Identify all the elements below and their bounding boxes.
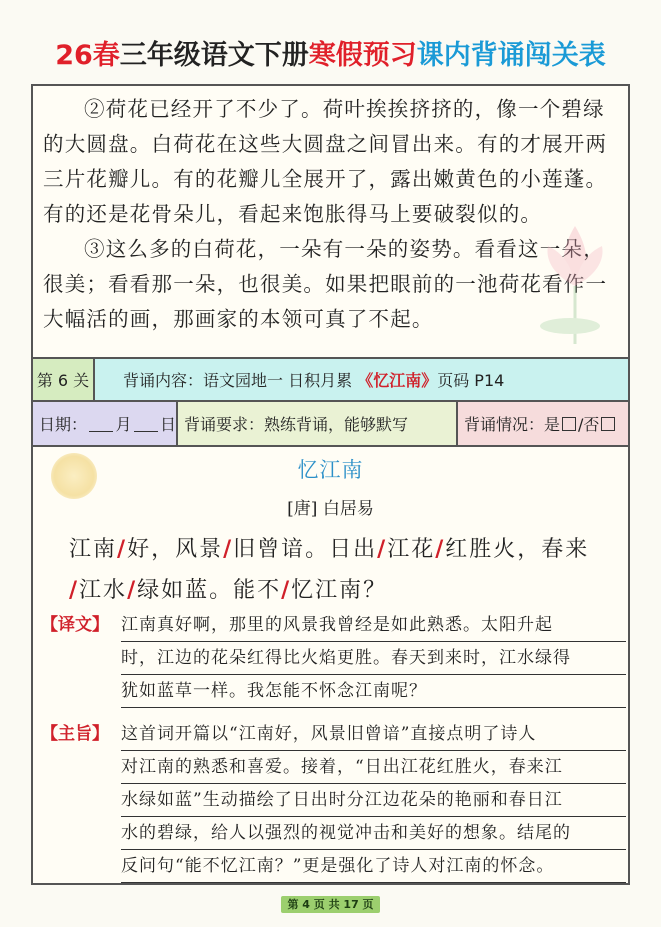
- poem-segment: 江水: [79, 578, 128, 603]
- day-blank[interactable]: [134, 415, 158, 432]
- poem-segment: 红胜火，春来: [445, 537, 590, 562]
- theme-text: [121, 718, 626, 883]
- page-number: 第 4 页 共 17 页: [281, 896, 379, 913]
- title-part-table: 课内背诵闯关表: [416, 40, 606, 71]
- pause-slash: /: [223, 536, 234, 562]
- recite-requirement: 背诵要求：熟练背诵，能够默写: [178, 402, 458, 445]
- date-field: [33, 402, 178, 445]
- theme-line: 对江南的熟悉和喜爱。接着，“日出江花红胜火，春来江: [121, 751, 626, 784]
- passage-paragraph: ③这么多的白荷花，一朵有一朵的姿势。看看这一朵，很美；看看那一朵，也很美。如果把眼前的一池荷花看作一大幅活的画，那画家的本领可真了不起。: [43, 237, 608, 331]
- lotus-decoration-icon: [530, 216, 620, 346]
- no-checkbox[interactable]: [601, 417, 615, 431]
- title-part-year: 26春: [55, 40, 120, 71]
- poem-title: 忆江南: [297, 458, 364, 482]
- pause-slash: /: [69, 577, 80, 603]
- passage-paragraph: ②荷花已经开了不少了。荷叶挨挨挤挤的，像一个碧绿的大圆盘。白荷花在这些大圆盘之间冒出来。有的才展开两三片花瓣儿。有的花瓣儿全展开了，露出嫩黄色的小莲蓬。有的还是花骨朵儿，看起来饱胀得马上要破裂似的。: [43, 97, 608, 226]
- translation-line: 时，江边的花朵红得比火焰更胜。春天到来时，江水绿得: [121, 642, 626, 675]
- poem-segment: 江花: [387, 537, 436, 562]
- poem-segment: 江南: [69, 537, 118, 562]
- theme-block: [41, 718, 626, 883]
- status-yes-label: 背诵情况：是: [464, 415, 561, 434]
- translation-line: 犹如蓝草一样。我怎能不怀念江南呢？: [121, 675, 626, 708]
- poem-text: [69, 529, 624, 611]
- translation-block: [41, 609, 626, 708]
- pause-slash: /: [127, 577, 138, 603]
- recite-page-number: 页码 P14: [437, 371, 505, 390]
- theme-line: 水绿如蓝”生动描绘了日出时分江边花朵的艳丽和春日江: [121, 784, 626, 817]
- page-footer: [0, 893, 661, 912]
- theme-label: 【主旨】: [41, 724, 109, 744]
- month-label: 月: [115, 415, 132, 434]
- translation-text: [121, 609, 626, 708]
- title-part-preview: 寒假预习: [308, 40, 417, 71]
- level-info-row: [33, 357, 628, 400]
- poem-author: [唐] 白居易: [287, 499, 374, 519]
- translation-line: 江南真好啊，那里的风景我曾经是如此熟悉。太阳升起: [121, 609, 626, 642]
- recite-status: [458, 402, 628, 445]
- level-number: 第 6 关: [33, 359, 95, 400]
- record-row: [33, 400, 628, 445]
- day-label: 日: [159, 415, 176, 434]
- poem-section: [33, 445, 628, 883]
- theme-line: 这首词开篇以“江南好，风景旧曾谙”直接点明了诗人: [121, 718, 626, 751]
- poem-segment: 旧曾谙。日出: [233, 537, 378, 562]
- pause-slash: /: [281, 577, 292, 603]
- status-no-label: /否: [578, 415, 600, 434]
- poem-line: [69, 570, 624, 611]
- theme-line: 水的碧绿，给人以强烈的视觉冲击和美好的想象。结尾的: [121, 817, 626, 850]
- pause-slash: /: [117, 536, 128, 562]
- recite-content-prefix: 背诵内容：语文园地一 日积月累: [123, 371, 358, 390]
- poem-segment: 好，风景: [127, 537, 224, 562]
- pause-slash: /: [435, 536, 446, 562]
- date-label: 日期：: [39, 415, 88, 434]
- translation-label: 【译文】: [41, 615, 109, 635]
- pause-slash: /: [377, 536, 388, 562]
- worksheet-frame: [31, 84, 630, 885]
- page-title: [0, 38, 661, 74]
- recite-poem-name: 《忆江南》: [357, 371, 438, 390]
- poem-segment: 忆江南？: [291, 578, 388, 603]
- poem-line: [69, 529, 624, 570]
- yes-checkbox[interactable]: [562, 417, 576, 431]
- poem-segment: 绿如蓝。能不: [137, 578, 282, 603]
- title-part-grade: 三年级语文下册: [119, 40, 309, 71]
- month-blank[interactable]: [89, 415, 113, 432]
- theme-line: 反问句“能不忆江南？”更是强化了诗人对江南的怀念。: [121, 850, 626, 883]
- recite-content: [95, 368, 504, 391]
